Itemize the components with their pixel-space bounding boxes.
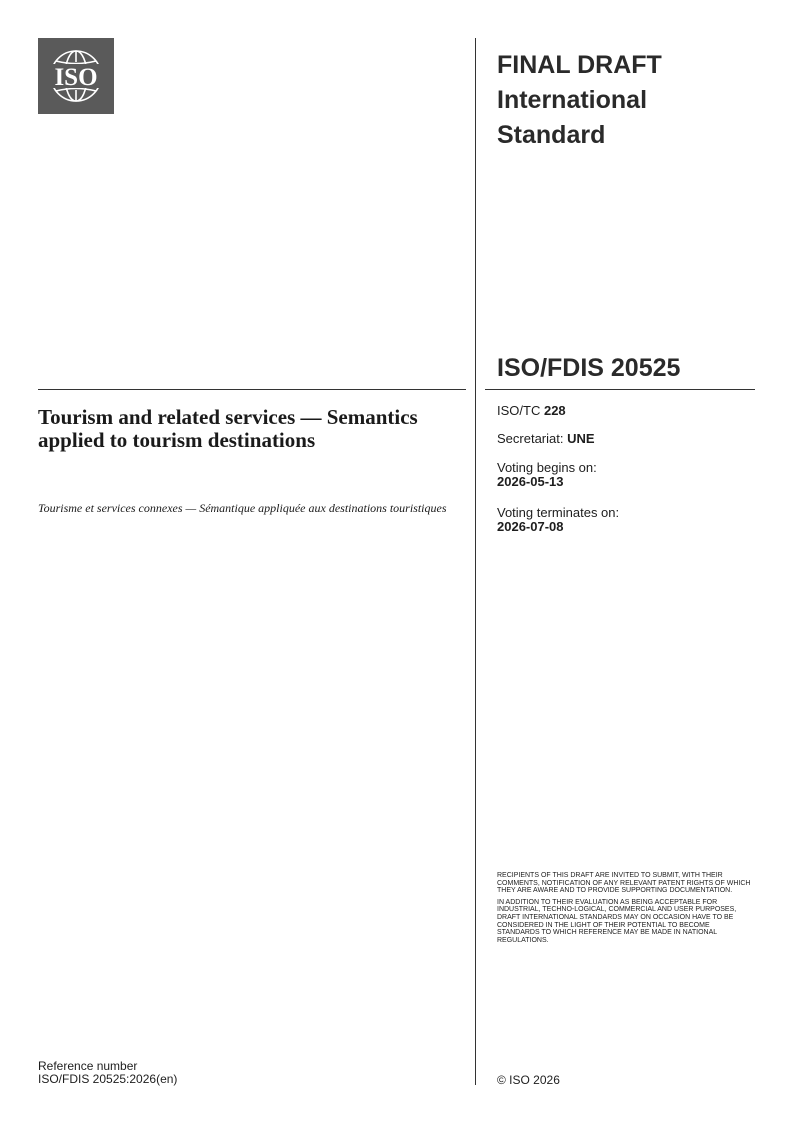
voting-terminates xyxy=(497,506,619,534)
standard-number: ISO/FDIS 20525 xyxy=(497,354,681,382)
notice-paragraph-1: RECIPIENTS OF THIS DRAFT ARE INVITED TO SUBMIT, WITH THEIR COMMENTS, NOTIFICATION OF ANY RELEVANT PATENT RIGHTS OF WHICH THEY ARE AWARE AND TO PROVIDE SUPPORTING DOCUMENTATION. xyxy=(497,872,751,895)
reference-label: Reference number xyxy=(38,1059,138,1073)
iso-logo-text: ISO xyxy=(54,64,98,91)
voting-begins-label: Voting begins on: xyxy=(497,460,597,475)
voting-begins xyxy=(497,461,597,489)
tc-value: 228 xyxy=(543,403,566,418)
reference-value: ISO/FDIS 20525:2026(en) xyxy=(38,1072,178,1086)
tc-label: ISO/TC xyxy=(497,403,541,418)
secretariat xyxy=(497,432,595,446)
document-title: Tourism and related services — Semantics applied to tourism destinations xyxy=(38,405,418,452)
document-type xyxy=(497,48,757,153)
reference-number xyxy=(38,1060,177,1086)
draft-notice xyxy=(497,872,752,948)
secretariat-label: Secretariat: xyxy=(497,431,564,446)
notice-paragraph-2: IN ADDITION TO THEIR EVALUATION AS BEING ACCEPTABLE FOR INDUSTRIAL, TECHNO-LOGICAL, COMMERCIAL AND USER PURPOSES, DRAFT INTERNATIONAL STANDARDS MAY ON OCCASION HAVE TO BE CONSIDERED IN THE LIGHT OF THEIR POTENTIAL TO BECOME STANDARDS TO WHICH REFERENCE MAY BE MADE IN NATIONAL REGULATIONS. xyxy=(497,898,737,944)
voting-terminates-date: 2026-07-08 xyxy=(497,519,564,534)
doc-type-line-3: Standard xyxy=(497,121,606,149)
voting-begins-date: 2026-05-13 xyxy=(497,474,564,489)
vertical-divider xyxy=(475,38,476,1085)
voting-terminates-label: Voting terminates on: xyxy=(497,505,620,520)
technical-committee xyxy=(497,404,566,418)
iso-globe-logo-icon xyxy=(38,38,114,114)
doc-type-line-1: FINAL DRAFT xyxy=(497,51,662,79)
secretariat-value: UNE xyxy=(567,431,595,446)
document-title-french: Tourisme et services connexes — Sémantique appliquée aux destinations touristiques xyxy=(38,501,447,515)
horizontal-divider-left xyxy=(38,389,466,390)
iso-logo xyxy=(38,38,114,114)
doc-type-line-2: International xyxy=(497,86,648,114)
horizontal-divider-right xyxy=(485,389,755,390)
copyright: © ISO 2026 xyxy=(497,1073,560,1087)
